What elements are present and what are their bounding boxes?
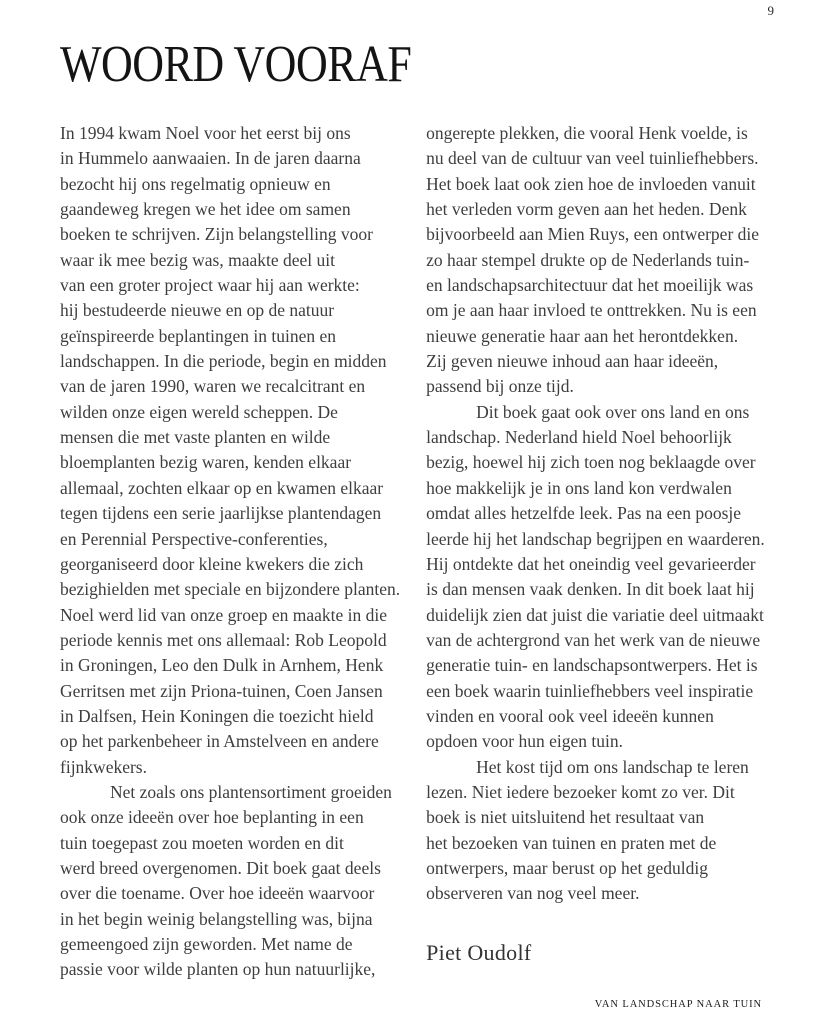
text-line: ook onze ideeën over hoe beplanting in een: [60, 807, 364, 828]
text-line: landschappen. In die periode, begin en midden: [60, 351, 387, 372]
text-line: hoe makkelijk je in ons land kon verdwalen: [426, 477, 732, 498]
text-line: van de achtergrond van het werk van de nieuwe: [426, 629, 761, 650]
running-footer: VAN LANDSCHAP NAAR TUIN: [594, 999, 762, 1010]
text-line: periode kennis met ons allemaal: Rob Leopold: [60, 629, 387, 650]
text-line: bezig, hoewel hij zich toen nog beklaagde over: [426, 452, 756, 473]
text-line: wilden onze eigen wereld scheppen. De: [60, 401, 338, 422]
text-line: in het begin weinig belangstelling was, bijna: [60, 908, 373, 929]
text-line: In 1994 kwam Noel voor het eerst bij ons: [60, 123, 351, 143]
text-line: op het parkenbeheer in Amstelveen en andere: [60, 731, 379, 752]
text-line: lezen. Niet iedere bezoeker komt zo ver. Dit: [426, 781, 735, 802]
page-number: 9: [767, 3, 774, 18]
text-line: mensen die met vaste planten en wilde: [60, 427, 331, 448]
text-line: landschap. Nederland hield Noel behoorlijk: [426, 427, 732, 448]
text-line: en Perennial Perspective-conferenties,: [60, 528, 328, 549]
text-line: het bezoeken van tuinen en praten met de: [426, 832, 717, 853]
text-line: tuin toegepast zou moeten worden en dit: [60, 832, 344, 853]
text-line: werd breed overgenomen. Dit boek gaat deels: [60, 857, 381, 878]
text-line: geïnspireerde beplantingen in tuinen en: [60, 325, 337, 346]
page-title: WOORD VOORAF: [60, 35, 412, 93]
text-line: van de jaren 1990, waren we recalcitrant en: [60, 376, 366, 397]
text-line: Zij geven nieuwe inhoud aan haar ideeën,: [426, 351, 719, 372]
text-line: nieuwe generatie haar aan het herontdekken.: [426, 325, 739, 346]
text-line: tegen tijdens een serie jaarlijkse plantendagen: [60, 503, 382, 524]
right-column-lines: [426, 121, 765, 907]
text-line: boeken te schrijven. Zijn belangstelling voor: [60, 224, 373, 245]
text-line: hij bestudeerde nieuwe en op de natuur: [60, 300, 335, 321]
text-line: een boek waarin tuinliefhebbers veel inspiratie: [426, 680, 754, 701]
text-line: omdat alles hetzelfde leek. Pas na een poosje: [426, 503, 742, 524]
text-line: Gerritsen met zijn Priona-tuinen, Coen Jansen: [60, 680, 383, 701]
text-line: passie voor wilde planten op hun natuurlijke,: [60, 959, 376, 980]
right-column: [426, 121, 765, 983]
text-line: om je aan haar invloed te onttrekken. Nu is een: [426, 300, 757, 321]
text-columns: [60, 121, 765, 983]
text-line: allemaal, zochten elkaar op en kwamen elkaar: [60, 477, 384, 498]
text-line: bezighielden met speciale en bijzondere planten.: [60, 579, 401, 600]
text-line: observeren van nog veel meer.: [426, 883, 640, 904]
text-line: leerde hij het landschap begrijpen en waarderen.: [426, 528, 765, 549]
text-line: Hij ontdekte dat het oneindig veel gevarieerder: [426, 553, 756, 574]
text-line: Het kost tijd om ons landschap te leren: [476, 756, 749, 777]
text-line: Net zoals ons plantensortiment groeiden: [110, 781, 392, 802]
text-line: nu deel van de cultuur van veel tuinliefhebbers.: [426, 148, 759, 169]
text-line: Dit boek gaat ook over ons land en ons: [476, 401, 750, 422]
text-line: en landschapsarchitectuur dat het moeilijk was: [426, 275, 754, 296]
text-line: over die toename. Over hoe ideeën waarvoor: [60, 883, 375, 904]
text-line: duidelijk zien dat juist die variatie deel uitmaakt: [426, 604, 764, 625]
text-line: van een groter project waar hij aan werkte:: [60, 275, 360, 296]
text-line: ongerepte plekken, die vooral Henk voelde, is: [426, 123, 748, 143]
text-line: het verleden vorm geven aan het heden. Denk: [426, 199, 747, 220]
text-line: generatie tuin- en landschapsontwerpers. Het is: [426, 655, 758, 676]
left-column: [60, 121, 400, 983]
text-line: boek is niet uitsluitend het resultaat van: [426, 807, 705, 828]
text-line: in Groningen, Leo den Dulk in Arnhem, Henk: [60, 655, 384, 676]
text-line: opdoen voor hun eigen tuin.: [426, 731, 623, 752]
text-line: bloemplanten bezig waren, kenden elkaar: [60, 452, 352, 473]
text-line: gaandeweg kregen we het idee om samen: [60, 199, 351, 220]
text-line: ontwerpers, maar berust op het geduldig: [426, 857, 709, 878]
text-line: waar ik mee bezig was, maakte deel uit: [60, 249, 336, 270]
text-line: fijnkwekers.: [60, 756, 147, 777]
text-line: Het boek laat ook zien hoe de invloeden vanuit: [426, 173, 756, 194]
text-line: gemeengoed zijn geworden. Met name de: [60, 934, 353, 954]
text-line: in Hummelo aanwaaien. In de jaren daarna: [60, 148, 361, 169]
text-line: bezocht hij ons regelmatig opnieuw en: [60, 173, 331, 194]
text-line: zo haar stempel drukte op de Nederlands tuin-: [426, 249, 750, 270]
text-line: is dan mensen vaak denken. In dit boek laat hij: [426, 579, 755, 600]
text-line: Noel werd lid van onze groep en maakte in die: [60, 604, 388, 625]
text-line: bijvoorbeeld aan Mien Ruys, een ontwerper die: [426, 224, 760, 245]
author-signature: Piet Oudolf: [426, 939, 532, 965]
text-line: georganiseerd door kleine kwekers die zich: [60, 553, 364, 574]
text-line: passend bij onze tijd.: [426, 376, 574, 397]
text-line: vinden en vooral ook veel ideeën kunnen: [426, 705, 714, 726]
text-line: in Dalfsen, Hein Koningen die toezicht hield: [60, 705, 374, 726]
